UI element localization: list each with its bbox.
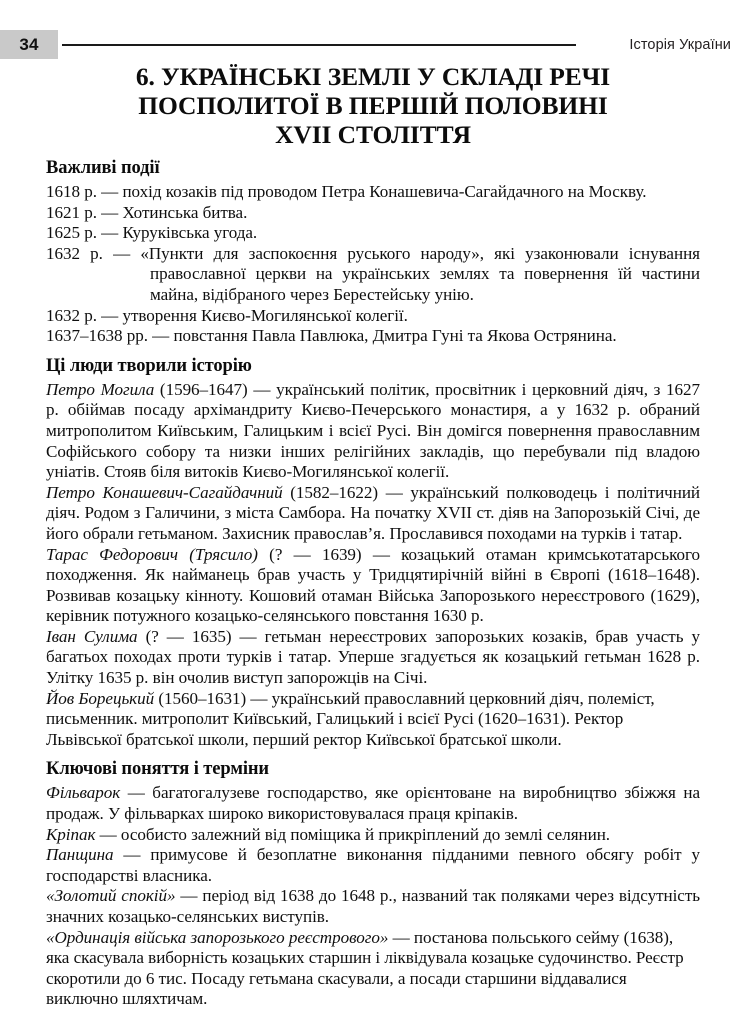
event-date: 1637–1638 рр. bbox=[46, 326, 148, 346]
person-description: (1596–1647) — український політик, просвітник і церковний діяч, з 1627 р. обіймав посаду архімандриту Києво-Печерського монастиря, а у 1632 р. обраний митрополитом Київським, Галицьким і всієї Русі. Він домігся повернення православним Софійського собору та низки інших релігійних закладів, що перебували під владою уніатів. Стояв біля витоків Києво-Могилянської колегії. bbox=[46, 379, 700, 482]
chapter-title-line-3: XVII СТОЛІТТЯ bbox=[275, 120, 471, 149]
people-list bbox=[46, 380, 700, 751]
person-name: Тарас Федорович (Трясило) bbox=[46, 544, 258, 564]
section-heading-events: Важливі події bbox=[46, 158, 160, 178]
event-item bbox=[46, 244, 700, 306]
term-entry bbox=[46, 825, 700, 846]
section-heading-people: Ці люди творили історію bbox=[46, 355, 252, 376]
term-entry bbox=[46, 886, 700, 927]
term-entry bbox=[46, 928, 700, 1010]
event-dash: — bbox=[101, 202, 119, 222]
events-list bbox=[46, 182, 700, 347]
event-date: 1632 р. bbox=[46, 305, 97, 325]
event-dash: — bbox=[101, 305, 119, 325]
chapter-title-line-2: ПОСПОЛИТОЇ В ПЕРШІЙ ПОЛОВИНІ bbox=[138, 91, 608, 120]
event-date: 1621 р. bbox=[46, 202, 97, 222]
term-definition: — особисто залежний від поміщика й прикріплений до землі селянин. bbox=[95, 824, 611, 844]
event-dash: — bbox=[152, 326, 170, 346]
event-text: повстання Павла Павлюка, Дмитра Гуні та Якова Острянина. bbox=[173, 326, 617, 346]
event-item bbox=[46, 223, 700, 244]
person-name: Петро Могила bbox=[46, 379, 155, 399]
term-name: Кріпак bbox=[46, 824, 96, 844]
person-entry bbox=[46, 483, 700, 545]
event-item bbox=[46, 306, 700, 327]
term-name: Панщина bbox=[46, 845, 114, 865]
page-number-box bbox=[0, 30, 58, 59]
event-dash: — bbox=[101, 182, 119, 201]
event-date: 1618 р. bbox=[46, 182, 97, 201]
event-item bbox=[46, 326, 700, 347]
chapter-title-line-1: 6. УКРАЇНСЬКІ ЗЕМЛІ У СКЛАДІ РЕЧІ bbox=[135, 62, 611, 91]
person-name: Йов Борецький bbox=[46, 688, 155, 708]
event-dash: — bbox=[101, 223, 119, 243]
person-entry bbox=[46, 545, 700, 627]
person-description: (1560–1631) — український православний церковний діяч, полеміст, письменник. митрополит Київський, Галицький і всієї Русі (1620–1631). Ректор Львівської братської школи, перший ректор Київської братської школи. bbox=[46, 688, 655, 749]
person-name: Петро Конашевич-Сагайдачний bbox=[46, 482, 283, 502]
page-content bbox=[46, 62, 700, 1010]
term-definition: — примусове й безоплатне виконання підданими певного обсягу робіт у господарстві власника. bbox=[46, 845, 700, 885]
person-name: Іван Сулима bbox=[46, 626, 138, 646]
page-number: 34 bbox=[19, 34, 39, 54]
person-entry bbox=[46, 689, 700, 751]
event-text: похід козаків під проводом Петра Конашевича-Сагайдачного на Москву. bbox=[122, 182, 647, 201]
running-head bbox=[0, 30, 745, 60]
chapter-title bbox=[46, 62, 700, 149]
event-date: 1625 р. bbox=[46, 223, 97, 243]
event-date: 1632 р. bbox=[46, 243, 103, 263]
header-rule bbox=[62, 44, 576, 46]
person-description: (1582–1622) — український полководець і політичний діяч. Родом з Галичини, з міста Самбора. На початку XVII ст. діяв на Запорозькій Січі, де його обрали гетьманом. Захисник православ’я. Прославився походами на турків і татар. bbox=[46, 482, 701, 543]
person-entry bbox=[46, 380, 700, 483]
event-text: утворення Києво-Могилянської колегії. bbox=[122, 305, 408, 325]
term-entry bbox=[46, 845, 700, 886]
term-entry bbox=[46, 783, 700, 824]
term-definition: — багатогалузеве господарство, яке орієнтоване на виробництво збіжжя на продаж. У фільварках широко використовувалася праця кріпаків. bbox=[46, 783, 700, 824]
person-entry bbox=[46, 627, 700, 689]
person-description: (? — 1639) — козацький отаман кримськотатарського походження. Як найманець брав участь у Тридцятирічній війні в Європі (1618–1648). Розвивав козацьку кінноту. Кошовий отаман Війська Запорозького нереєстрового (1629), керівник потужного козацько-селянського повстання 1630 р. bbox=[46, 544, 700, 626]
event-item bbox=[46, 203, 700, 224]
terms-list bbox=[46, 783, 700, 1010]
event-dash: — bbox=[113, 243, 131, 263]
person-description: (? — 1635) — гетьман нереєстрових запорозьких козаків, брав участь у багатьох походах проти турків і татар. Уперше згадується як козацький гетьман 1628 р. Улітку 1635 р. він очолив виступ запорожців на Січі. bbox=[46, 626, 700, 688]
term-name: «Золотий спокій» bbox=[46, 886, 176, 906]
term-definition: — постанова польського сейму (1638), яка скасувала виборність козацьких старшин і ліквідувала козацьке судочинство. Реєстр скоротили до 6 тис. Посаду гетьмана скасували, а посади старшини віддавалися виключно шляхтичам. bbox=[46, 927, 684, 1009]
section-heading-terms: Ключові поняття і терміни bbox=[46, 759, 269, 780]
event-text: «Пункти для заспокоєння руського народу», які узаконювали існування православної церкви на українських землях та повернення їй частини майна, відібраного через Берестейську унію. bbox=[140, 243, 700, 304]
event-text: Куруківська угода. bbox=[122, 223, 258, 243]
event-text: Хотинська битва. bbox=[122, 202, 248, 222]
event-item bbox=[46, 182, 700, 203]
term-name: «Ординація війська запорозького реєстрового» bbox=[46, 927, 389, 947]
term-definition: — період від 1638 до 1648 р., названий так поляками через відсутність значних козацько-селянських виступів. bbox=[46, 886, 700, 926]
book-title: Історія України bbox=[629, 36, 731, 53]
term-name: Фільварок bbox=[46, 783, 121, 803]
